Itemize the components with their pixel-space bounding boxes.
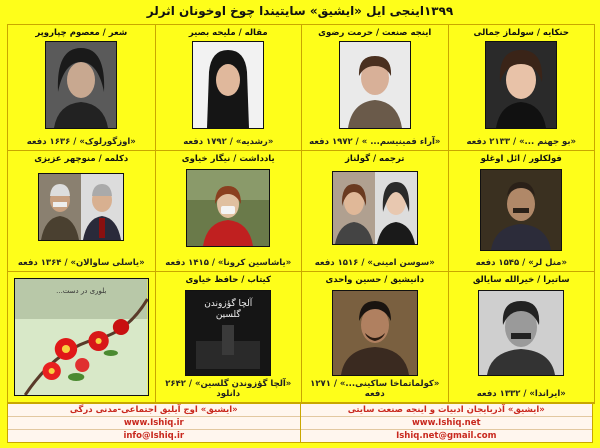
work-cell-story[interactable]: [448, 25, 595, 151]
work-caption: ساتیرا / خیرالله سایالق: [472, 275, 570, 285]
work-count: «آلچا گؤزوندن گلسین» / ۲۶۴۲ دانلود: [165, 379, 292, 399]
work-cell-poster[interactable]: [8, 272, 155, 403]
work-caption: حنکایه / سولماز جمالی: [473, 28, 570, 38]
work-count: «سوسن امینی» / ۱۵۱۶ دفعه: [314, 258, 435, 268]
work-count: «اوزگورلوک» / ۱۶۳۶ دفعه: [26, 137, 136, 147]
work-caption: دانیشیق / حسین واحدی: [325, 275, 425, 285]
work-count: «آراء فمینیسم... » / ۱۹۷۲ دفعه: [309, 137, 441, 147]
work-count: «یاسلی ساوالان» / ۱۳۶۴ دفعه: [17, 258, 145, 268]
author-photo: [186, 169, 270, 247]
author-photo: [38, 173, 124, 241]
footer-site-url[interactable]: www.Ishiq.net: [301, 416, 593, 429]
works-grid: [7, 24, 595, 404]
work-cell-folklore[interactable]: [448, 151, 595, 272]
poster-text: بلوری در دست...: [56, 287, 107, 295]
work-cell-art[interactable]: [301, 25, 448, 151]
work-cell-recital[interactable]: [8, 151, 155, 272]
footer: [7, 403, 593, 443]
work-caption: اینجه صنعت / حرمت رضوی: [318, 28, 432, 38]
work-cell-satire[interactable]: [448, 272, 595, 403]
work-count: «رشدیه» / ۱۷۹۲ دفعه: [183, 137, 274, 147]
work-caption: ترجمه / گولناز: [345, 154, 405, 164]
work-cell-article[interactable]: [155, 25, 302, 151]
work-caption: کیتاب / حافظ خیاوی: [185, 275, 271, 285]
work-caption: فولکلور / ائل اوغلو: [480, 154, 562, 164]
flowers-image: [14, 278, 149, 396]
work-count: «ایراندا» / ۱۳۳۲ دفعه: [476, 389, 566, 399]
work-caption: مقاله / ملیحه بصیر: [188, 28, 268, 38]
work-caption: یادداشت / نیگار خیاوی: [181, 154, 275, 164]
page-title: ۱۳۹۹اینجی ایل «ایشیق» سایتیندا چوخ اوخونان اثرلر: [146, 4, 454, 18]
book-title: آلچا گؤزوندن گلسین: [204, 299, 253, 320]
work-caption: دکلمه / منوچهر عزیزی: [34, 154, 129, 164]
work-count: «یاشاسین کرونا» / ۱۴۱۵ دفعه: [165, 258, 292, 268]
author-photo: [339, 41, 411, 129]
author-photo: [480, 169, 562, 251]
author-photo: [485, 41, 557, 129]
author-photo: [478, 290, 564, 376]
work-cell-interview[interactable]: [301, 272, 448, 403]
footer-journal-url[interactable]: www.Ishiq.ir: [8, 416, 300, 429]
footer-journal-email[interactable]: info@Ishiq.ir: [8, 429, 300, 442]
footer-site-column: [301, 404, 593, 442]
footer-journal-column: [8, 404, 301, 442]
work-count: «کولماتماخا ساکینی...» / ۱۲۷۱ دفعه: [310, 379, 440, 399]
work-count: «بو جهنم ...» / ۲۱۳۳ دفعه: [466, 137, 577, 147]
author-photo: [332, 290, 418, 376]
work-cell-book[interactable]: [155, 272, 302, 403]
book-cover: [185, 290, 271, 376]
work-cell-note[interactable]: [155, 151, 302, 272]
author-photo: [332, 171, 418, 245]
footer-site-name: «ایشیق» آذربایجان ادبیات و اینجه صنعت سایتی: [301, 404, 593, 416]
footer-journal-name: «ایشیق» اوج آیلیق اجتماعی-مدنی درگی: [8, 404, 300, 416]
work-count: «منل لر» / ۱۵۴۵ دفعه: [475, 258, 567, 268]
work-caption: شعر / معصوم چپاروپر: [35, 28, 128, 38]
footer-site-email[interactable]: Ishiq.net@gmail.com: [301, 429, 593, 442]
author-photo: [45, 41, 117, 129]
author-photo: [192, 41, 264, 129]
work-cell-translation[interactable]: [301, 151, 448, 272]
work-cell-poem[interactable]: [8, 25, 155, 151]
